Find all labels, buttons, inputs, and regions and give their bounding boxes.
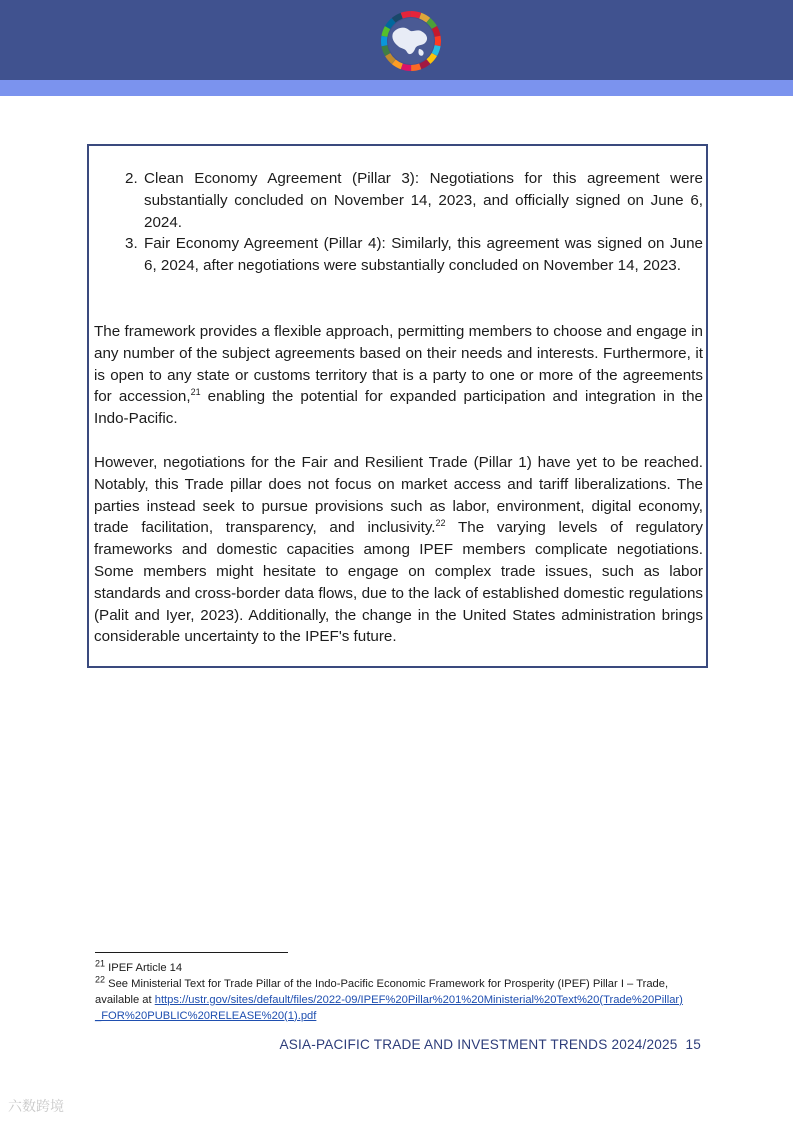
page-footer [279,1037,701,1052]
list-number: 2. [125,170,138,187]
footnote-22 [95,974,685,1024]
list-text: Clean Economy Agreement (Pillar 3): Negotiations for this agreement were substantially concluded on November 14, 2023, and officially signed on June 6, 2024. [144,170,703,231]
header-stripe [0,80,793,96]
footnote-ref-22[interactable]: 22 [435,518,446,529]
footnote-21 [95,958,685,977]
list-text: Fair Economy Agreement (Pillar 4): Similarly, this agreement was signed on June 6, 2024, after negotiations were substantially concluded on November 14, 2023. [144,235,703,274]
footnote-link[interactable]: https://ustr.gov/sites/default/files/2022-09/IPEF%20Pillar%201%20Ministerial%20Text%20(Trade%20Pillar)_FOR%20PUBLIC%20RELEASE%20(1).pdf [95,993,683,1022]
paragraph-text: However, negotiations for the Fair and Resilient Trade (Pillar 1) have yet to be reached. Notably, this Trade pillar does not focus on market access and tariff liberalizations. The parties instead seek to pursue provisions such as labor, environment, digital economy, trade facilitation, transparency, and inclusivity. [94,454,703,537]
list-number: 3. [125,235,138,252]
footnote-number: 22 [95,974,106,985]
list-item-pillar-3 [125,168,703,233]
footer-title: ASIA-PACIFIC TRADE AND INVESTMENT TRENDS 2024/2025 [279,1037,678,1052]
paragraph-text: The framework provides a flexible approach, permitting members to choose and engage in any number of the subject agreements based on their needs and interests. Furthermore, it is open to any state or customs territory that is a party to one or more of the agreements for accession, [94,323,703,406]
footnote-divider [95,952,288,953]
paragraph-negotiations [94,452,703,648]
paragraph-text: The varying levels of regulatory frameworks and domestic capacities among IPEF members complicate negotiations. Some members might hesitate to engage on complex trade issues, such as labor standards and cross-border data flows, due to the lack of established domestic regulations (Palit and Iyer, 2023). Additionally, the change in the United States administration brings considerable uncertainty to the IPEF's future. [94,519,703,646]
watermark: 六数跨境 [8,1098,64,1114]
footnote-text: IPEF Article 14 [105,962,183,974]
page-number: 15 [685,1037,701,1052]
paragraph-text: enabling the potential for expanded participation and integration in the Indo-Pacific. [94,388,703,428]
footnote-ref-21[interactable]: 21 [190,387,201,398]
footnote-text: See Ministerial Text for Trade Pillar of the Indo-Pacific Economic Framework for Prosperity (IPEF) Pillar I – Trade, available at [95,978,669,1006]
list-item-pillar-4 [125,233,703,277]
globe-logo-icon [379,9,443,73]
paragraph-framework [94,321,703,430]
footnote-number: 21 [95,958,106,969]
